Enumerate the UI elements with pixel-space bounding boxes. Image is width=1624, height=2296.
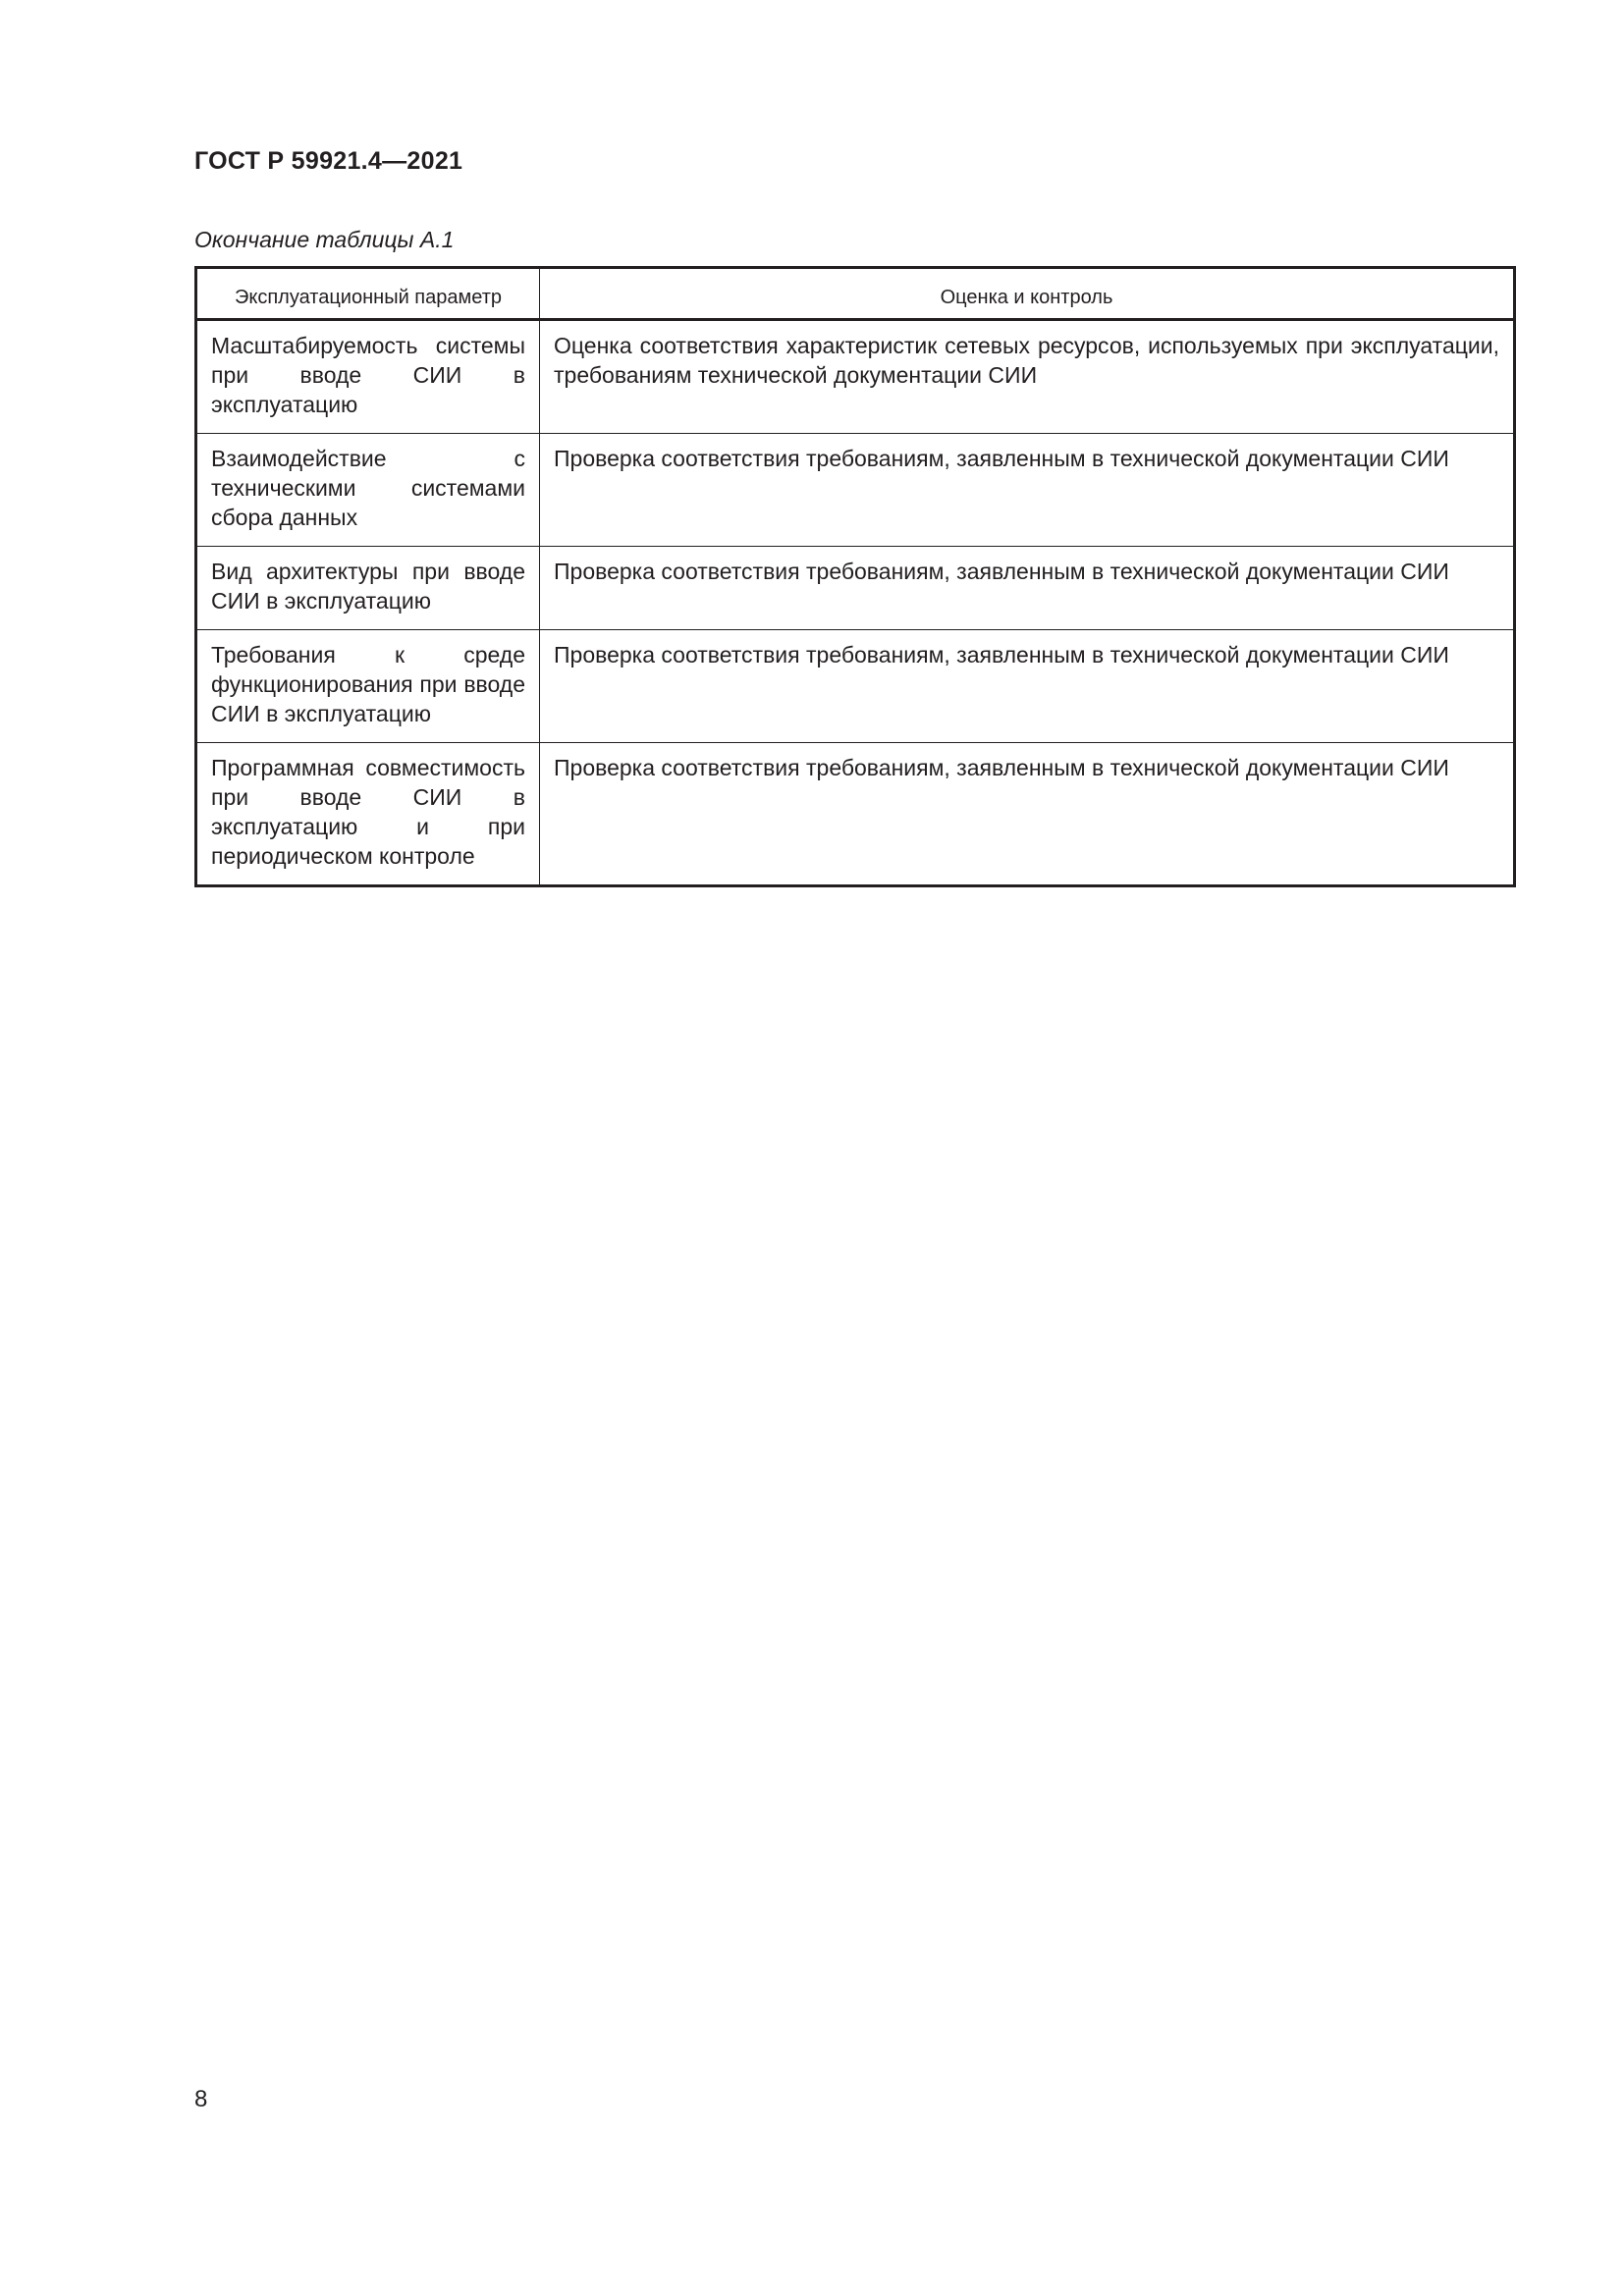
evaluation-cell: Проверка соответствия требованиям, заявленным в технической документации СИИ: [540, 743, 1515, 886]
table-header-row: [196, 268, 1515, 320]
evaluation-cell: Проверка соответствия требованиям, заявленным в технической документации СИИ: [540, 630, 1515, 743]
table-row: [196, 434, 1515, 547]
column-header-evaluation: Оценка и контроль: [540, 268, 1515, 320]
evaluation-cell: Оценка соответствия характеристик сетевых ресурсов, используемых при эксплуатации, требованиям технической документации СИИ: [540, 320, 1515, 434]
parameter-cell: Программная совместимость при вводе СИИ в эксплуатацию и при периодическом контроле: [196, 743, 540, 886]
column-header-parameter: Эксплуатационный параметр: [196, 268, 540, 320]
parameter-cell: Взаимодействие с техническими системами сбора данных: [196, 434, 540, 547]
parameter-cell: Вид архитектуры при вводе СИИ в эксплуатацию: [196, 547, 540, 630]
evaluation-cell: Проверка соответствия требованиям, заявленным в технической документации СИИ: [540, 434, 1515, 547]
evaluation-cell: Проверка соответствия требованиям, заявленным в технической документации СИИ: [540, 547, 1515, 630]
parameter-cell: Масштабируемость системы при вводе СИИ в эксплуатацию: [196, 320, 540, 434]
page-number: 8: [194, 2086, 208, 2112]
table-row: [196, 630, 1515, 743]
table-row: [196, 743, 1515, 886]
document-header: ГОСТ Р 59921.4—2021: [194, 147, 463, 175]
parameters-table: [194, 266, 1516, 887]
parameter-cell: Требования к среде функционирования при вводе СИИ в эксплуатацию: [196, 630, 540, 743]
table-caption: Окончание таблицы А.1: [194, 227, 455, 252]
table-row: [196, 320, 1515, 434]
table-row: [196, 547, 1515, 630]
